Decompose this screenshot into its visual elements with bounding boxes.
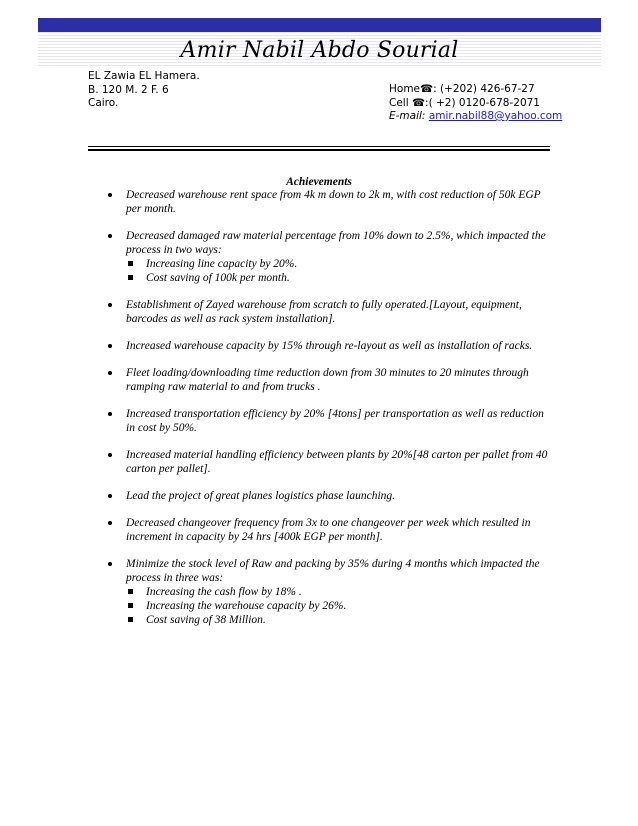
sub-item: Increasing the cash flow by 18% . bbox=[126, 585, 553, 599]
header-bar bbox=[38, 18, 601, 32]
resume-name: Amir Nabil Abdo Sourial bbox=[180, 38, 459, 63]
sub-item: Increasing the warehouse capacity by 26%. bbox=[126, 599, 553, 613]
address-block bbox=[88, 70, 200, 111]
list-item-text: Increased material handling efficiency between plants by 20%[48 carton per pallet from 40 carton per pallet]. bbox=[126, 449, 548, 475]
list-item bbox=[108, 298, 553, 326]
address-line-2: B. 120 M. 2 F. 6 bbox=[88, 83, 169, 96]
list-item bbox=[108, 448, 553, 476]
achievements-list bbox=[108, 188, 553, 640]
sub-item: Cost saving of 100k per month. bbox=[126, 271, 553, 285]
list-item-text: Increased transportation efficiency by 20% [4tons] per transportation as well as reduction in cost by 50%. bbox=[126, 408, 544, 434]
list-item bbox=[108, 229, 553, 285]
list-item-text: Decreased damaged raw material percentage from 10% down to 2.5%, which impacted the process in two ways: bbox=[126, 230, 546, 256]
list-item-text: Decreased changeover frequency from 3x to one changeover per week which resulted in increment in capacity by 24 hrs [400k EGP per month]. bbox=[126, 517, 531, 543]
list-item bbox=[108, 407, 553, 435]
list-item-text: Fleet loading/downloading time reduction down from 30 minutes to 20 minutes through ramping raw material to and from trucks . bbox=[126, 367, 529, 393]
address-line-1: EL Zawia EL Hamera. bbox=[88, 70, 200, 82]
sub-item: Increasing line capacity by 20%. bbox=[126, 257, 553, 271]
list-item bbox=[108, 516, 553, 544]
list-item bbox=[108, 366, 553, 394]
contact-block bbox=[389, 83, 562, 124]
cell-phone: Cell ☎:( +2) 0120-678-2071 bbox=[389, 96, 540, 109]
achievements-title: Achievements bbox=[286, 176, 352, 188]
list-item-text: Increased warehouse capacity by 15% through re-layout as well as installation of racks. bbox=[126, 340, 533, 352]
email-label: E-mail: bbox=[389, 110, 426, 122]
address-line-3: Cairo. bbox=[88, 97, 119, 109]
list-item bbox=[108, 557, 553, 627]
list-item-text: Minimize the stock level of Raw and packing by 35% during 4 months which impacted the process in three was: bbox=[126, 558, 540, 584]
list-item bbox=[108, 339, 553, 353]
email-row bbox=[389, 110, 562, 124]
home-phone: Home☎: (+202) 426-67-27 bbox=[389, 83, 535, 95]
divider-thick bbox=[88, 149, 550, 151]
sub-item: Cost saving of 38 Million. bbox=[126, 613, 553, 627]
list-item bbox=[108, 489, 553, 503]
list-item bbox=[108, 188, 553, 216]
email-link[interactable]: amir.nabil88@yahoo.com bbox=[428, 110, 563, 122]
list-item-text: Establishment of Zayed warehouse from scratch to fully operated.[Layout, equipment, barcodes as well as rack system installation]. bbox=[126, 299, 522, 325]
list-item-text: Decreased warehouse rent space from 4k m down to 2k m, with cost reduction of 50k EGP per month. bbox=[126, 189, 541, 215]
list-item-text: Lead the project of great planes logistics phase launching. bbox=[126, 490, 396, 502]
divider-thin bbox=[88, 146, 550, 147]
